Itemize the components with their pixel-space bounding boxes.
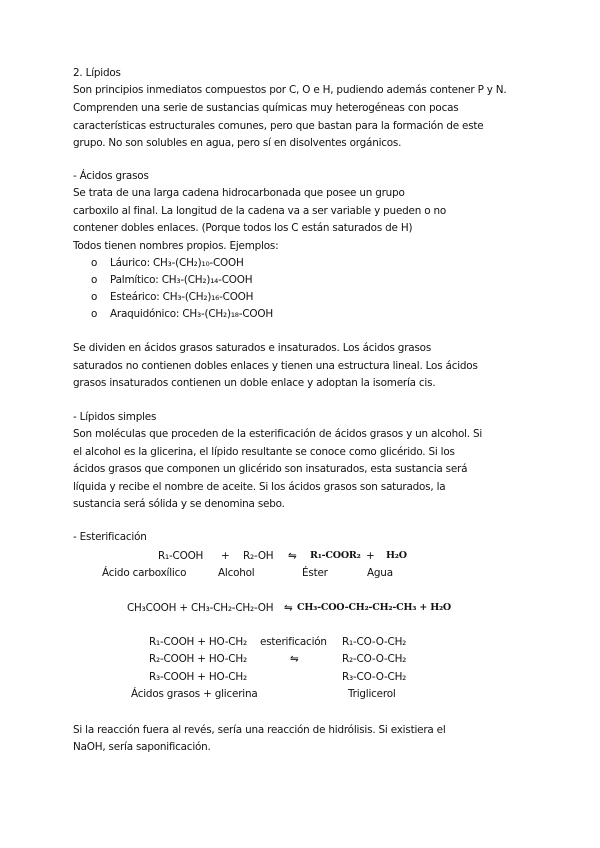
reactant-acid: R₁-COOH <box>158 550 204 562</box>
bullet-icon: o <box>91 291 98 303</box>
product-line: R₁-CO-O-CH₂ <box>342 636 407 648</box>
plus-sign: + <box>366 550 375 562</box>
paragraph-line: Si la reacción fuera al revés, sería una reacción de hidrólisis. Si existiera el <box>73 724 446 736</box>
reaction-label: esterificación <box>260 636 327 648</box>
reactant-line: R₃-COOH + HO-CH₂ <box>149 671 247 683</box>
equilibrium-arrow-icon: ⇋ <box>284 602 293 614</box>
equation-left: CH₃COOH + CH₃-CH₂-CH₂-OH <box>127 602 274 614</box>
paragraph-line: grasos insaturados contienen un doble enlace y adoptan la isomería cis. <box>73 377 436 389</box>
paragraph-line: Son principios inmediatos compuestos por C, O e H, pudiendo además contener P y N. <box>73 84 507 96</box>
paragraph-line: el alcohol es la glicerina, el lípido resultante se conoce como glicérido. Si los <box>73 446 455 458</box>
paragraph-line: contener dobles enlaces. (Porque todos los C están saturados de H) <box>73 222 413 234</box>
bullet-icon: o <box>91 257 98 269</box>
equilibrium-arrow-icon: ⇋ <box>290 653 299 665</box>
product-line: R₃-CO-O-CH₂ <box>342 671 407 683</box>
bullet-icon: o <box>91 308 98 320</box>
label-acid: Ácido carboxílico <box>102 567 187 579</box>
subheading-simple-lipids: - Lípidos simples <box>73 411 157 423</box>
reactant-line: R₂-COOH + HO-CH₂ <box>149 653 247 665</box>
paragraph-line: saturados no contienen dobles enlaces y tienen una estructura lineal. Los ácidos <box>73 360 478 372</box>
product-line: R₂-CO-O-CH₂ <box>342 653 407 665</box>
list-item: Esteárico: CH₃-(CH₂)₁₆-COOH <box>110 291 254 303</box>
label-water: Agua <box>367 567 393 579</box>
list-item: Láurico: CH₃-(CH₂)₁₀-COOH <box>110 257 244 269</box>
plus-sign: + <box>221 550 230 562</box>
paragraph-line: ácidos grasos que componen un glicérido son insaturados, esta sustancia será <box>73 463 468 475</box>
list-item: Araquidónico: CH₃-(CH₂)₁₈-COOH <box>110 308 273 320</box>
paragraph-line: NaOH, sería saponificación. <box>73 741 211 753</box>
paragraph-line: líquida y recibe el nombre de aceite. Si los ácidos grasos son saturados, la <box>73 481 446 493</box>
paragraph-line: características estructurales comunes, pero que bastan para la formación de este <box>73 120 484 132</box>
label-alcohol: Alcohol <box>218 567 255 579</box>
equilibrium-arrow-icon: ⇋ <box>288 550 297 562</box>
paragraph-line: Comprenden una serie de sustancias químicas muy heterogéneas con pocas <box>73 102 459 114</box>
subheading-esterification: - Esterificación <box>73 531 147 543</box>
paragraph-line: Todos tienen nombres propios. Ejemplos: <box>73 240 279 252</box>
paragraph-line: sustancia será sólida y se denomina sebo. <box>73 498 285 510</box>
reactant-alcohol: R₂-OH <box>243 550 274 562</box>
paragraph-line: Son moléculas que proceden de la esterificación de ácidos grasos y un alcohol. Si <box>73 428 483 440</box>
paragraph-line: Se trata de una larga cadena hidrocarbonada que posee un grupo <box>73 187 405 199</box>
paragraph-line: Se dividen en ácidos grasos saturados e insaturados. Los ácidos grasos <box>73 342 432 354</box>
paragraph-line: carboxilo al final. La longitud de la cadena va a ser variable y pueden o no <box>73 205 447 217</box>
label-reactants: Ácidos grasos + glicerina <box>131 688 258 700</box>
product-ester: R₁-COOR₂ <box>310 550 361 561</box>
reactant-line: R₁-COOH + HO-CH₂ <box>149 636 247 648</box>
product-water: H₂O <box>386 550 407 561</box>
label-product: Triglicerol <box>348 688 396 700</box>
list-item: Palmítico: CH₃-(CH₂)₁₄-COOH <box>110 274 253 286</box>
section-title: 2. Lípidos <box>73 67 121 79</box>
subheading-fatty-acids: - Ácidos grasos <box>73 170 149 182</box>
bullet-icon: o <box>91 274 98 286</box>
paragraph-line: grupo. No son solubles en agua, pero sí en disolventes orgánicos. <box>73 137 402 149</box>
label-ester: Éster <box>302 567 328 579</box>
equation-right: CH₃-COO-CH₂-CH₂-CH₃ + H₂O <box>297 602 452 613</box>
